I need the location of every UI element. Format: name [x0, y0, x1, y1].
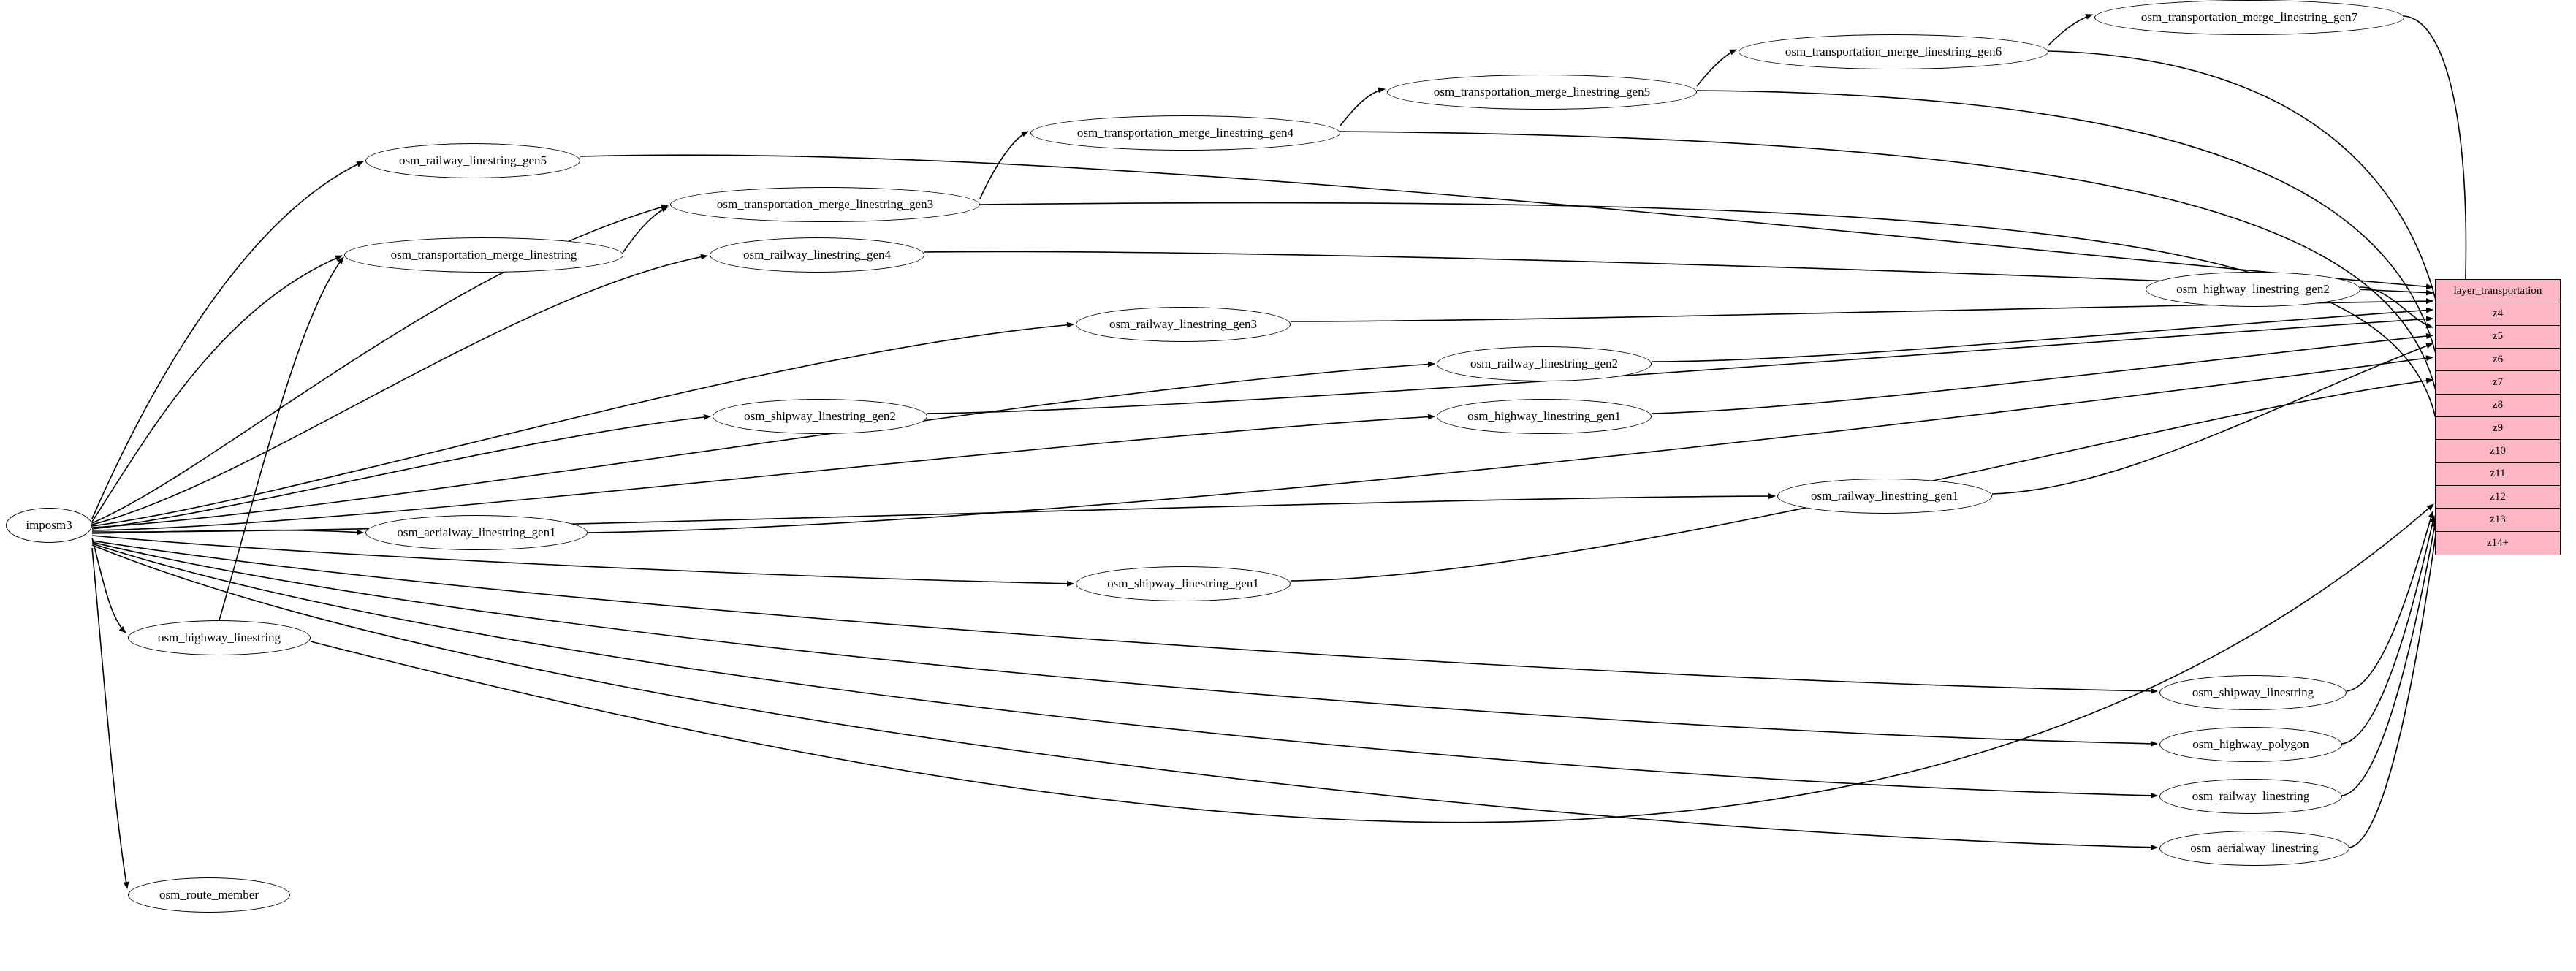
node-osm_railway_linestring_gen3[interactable]	[1076, 307, 1291, 342]
node-osm_aerialway_linestring[interactable]	[2159, 831, 2349, 866]
table-row[interactable]: z13	[2436, 509, 2560, 531]
node-osm_shipway_linestring[interactable]	[2159, 675, 2347, 710]
node-label: osm_highway_polygon	[2192, 737, 2309, 751]
node-osm_transportation_merge_linestring_gen5[interactable]	[1387, 75, 1697, 110]
node-label: osm_shipway_linestring_gen1	[1107, 576, 1259, 590]
layer-transportation-table[interactable]	[2435, 279, 2561, 555]
node-imposm3[interactable]	[6, 508, 92, 543]
node-label: osm_railway_linestring_gen5	[398, 153, 547, 167]
table-row[interactable]: z5	[2436, 326, 2560, 349]
node-osm_shipway_linestring_gen2[interactable]	[713, 399, 927, 434]
node-label: osm_shipway_linestring_gen2	[744, 409, 896, 423]
node-label: osm_transportation_merge_linestring_gen4	[1076, 126, 1294, 140]
node-osm_railway_linestring_gen2[interactable]	[1437, 346, 1652, 381]
node-osm_transportation_merge_linestring_gen6[interactable]	[1739, 34, 2048, 69]
node-osm_transportation_merge_linestring_gen3[interactable]	[670, 187, 980, 222]
node-osm_highway_linestring_gen2[interactable]	[2146, 272, 2360, 307]
node-label: osm_aerialway_linestring	[2190, 841, 2319, 855]
node-label: osm_aerialway_linestring_gen1	[397, 525, 556, 539]
node-osm_transportation_merge_linestring_gen7[interactable]	[2094, 0, 2404, 35]
table-header: layer_transportation	[2436, 280, 2560, 302]
table-row[interactable]: z4	[2436, 302, 2560, 325]
node-label: osm_transportation_merge_linestring_gen6	[1785, 45, 2002, 58]
table-row[interactable]: z7	[2436, 371, 2560, 394]
node-osm_transportation_merge_linestring[interactable]	[344, 237, 623, 273]
node-osm_railway_linestring_gen1[interactable]	[1777, 479, 1992, 514]
node-label: osm_railway_linestring	[2192, 789, 2310, 803]
node-osm_railway_linestring_gen5[interactable]	[365, 143, 580, 178]
table-row[interactable]: z6	[2436, 349, 2560, 371]
node-osm_highway_polygon[interactable]	[2159, 727, 2342, 762]
node-label: osm_highway_linestring_gen1	[1467, 409, 1621, 423]
node-osm_shipway_linestring_gen1[interactable]	[1076, 566, 1291, 601]
node-osm_route_member[interactable]	[128, 877, 290, 913]
node-osm_highway_linestring_gen1[interactable]	[1437, 399, 1652, 434]
table-row[interactable]: z8	[2436, 395, 2560, 417]
table-row[interactable]: z12	[2436, 486, 2560, 509]
node-label: osm_transportation_merge_linestring_gen7	[2140, 10, 2358, 24]
node-label: osm_railway_linestring_gen2	[1470, 357, 1619, 370]
node-label: osm_transportation_merge_linestring_gen3	[716, 197, 934, 211]
node-osm_railway_linestring[interactable]	[2159, 779, 2342, 814]
node-label: osm_shipway_linestring	[2192, 685, 2314, 699]
node-label: osm_route_member	[159, 888, 259, 902]
node-label: imposm3	[26, 518, 72, 532]
node-label: osm_railway_linestring_gen1	[1810, 489, 1959, 503]
node-osm_aerialway_linestring_gen1[interactable]	[365, 515, 588, 550]
node-label: osm_railway_linestring_gen3	[1109, 317, 1258, 331]
node-label: osm_highway_linestring	[157, 631, 281, 644]
table-row[interactable]: z11	[2436, 463, 2560, 486]
node-label: osm_railway_linestring_gen4	[742, 248, 892, 262]
table-row[interactable]: z10	[2436, 440, 2560, 462]
node-label: osm_transportation_merge_linestring	[390, 248, 577, 262]
node-osm_transportation_merge_linestring_gen4[interactable]	[1030, 115, 1340, 151]
node-label: osm_transportation_merge_linestring_gen5	[1433, 85, 1651, 99]
table-row[interactable]: z14+	[2486, 536, 2509, 549]
node-osm_highway_linestring[interactable]	[128, 620, 311, 655]
table-row[interactable]: z9	[2436, 417, 2560, 440]
node-osm_railway_linestring_gen4[interactable]	[710, 237, 924, 273]
node-label: osm_highway_linestring_gen2	[2176, 282, 2330, 296]
